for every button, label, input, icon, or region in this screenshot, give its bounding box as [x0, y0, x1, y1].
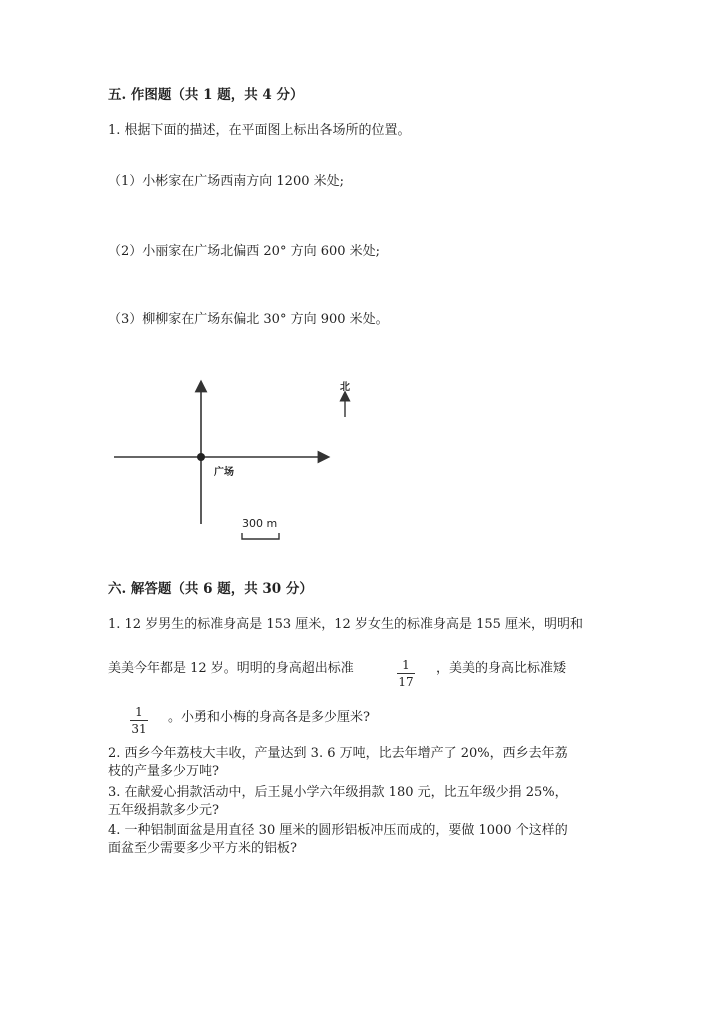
fraction-numerator: 1	[135, 705, 143, 719]
fraction-1-31	[127, 705, 151, 736]
q1-line-1: 1. 12 岁男生的标准身高是 153 厘米，12 岁女生的标准身高是 155 厘米，明明和	[108, 617, 584, 632]
q1-line-2a: 美美今年都是 12 岁。明明的身高超出标准	[108, 661, 354, 676]
q2-line-2: 枝的产量多少万吨?	[108, 764, 219, 779]
fraction-1-17	[394, 658, 418, 689]
fraction-denominator: 17	[398, 675, 414, 689]
q1-line-2b: ，美美的身高比标准矮	[436, 661, 567, 676]
q4-line-1: 4. 一种铝制面盆是用直径 30 厘米的圆形铝板冲压而成的，要做 1000 个这样的	[108, 823, 568, 838]
square-label: 广场	[214, 467, 234, 478]
scale-bar	[242, 533, 279, 539]
item-2: （2）小丽家在广场北偏西 20° 方向 600 米处;	[108, 244, 381, 259]
north-label: 北	[340, 382, 350, 393]
q1-line-3: 。小勇和小梅的身高各是多少厘米?	[168, 710, 370, 725]
fraction-numerator: 1	[402, 658, 410, 672]
item-3: （3）柳柳家在广场东偏北 30° 方向 900 米处。	[108, 312, 389, 327]
question-1-intro: 1. 根据下面的描述，在平面图上标出各场所的位置。	[108, 123, 411, 138]
section-5-heading: 五. 作图题（共 1 题，共 4 分）	[108, 87, 304, 103]
square-point	[197, 453, 205, 461]
q4-line-2: 面盆至少需要多少平方米的铝板?	[108, 841, 297, 856]
section-6-heading: 六. 解答题（共 6 题，共 30 分）	[108, 581, 313, 597]
q3-line-1: 3. 在献爱心捐款活动中，后王晁小学六年级捐款 180 元，比五年级少捐 25%，	[108, 785, 568, 800]
scale-label: 300 m	[242, 517, 278, 530]
item-1: （1）小彬家在广场西南方向 1200 米处;	[108, 174, 344, 189]
q2-line-1: 2. 西乡今年荔枝大丰收，产量达到 3. 6 万吨，比去年增产了 20%，西乡去年荔	[108, 746, 568, 761]
q3-line-2: 五年级捐款多少元?	[108, 803, 219, 818]
fraction-denominator: 31	[131, 722, 147, 736]
